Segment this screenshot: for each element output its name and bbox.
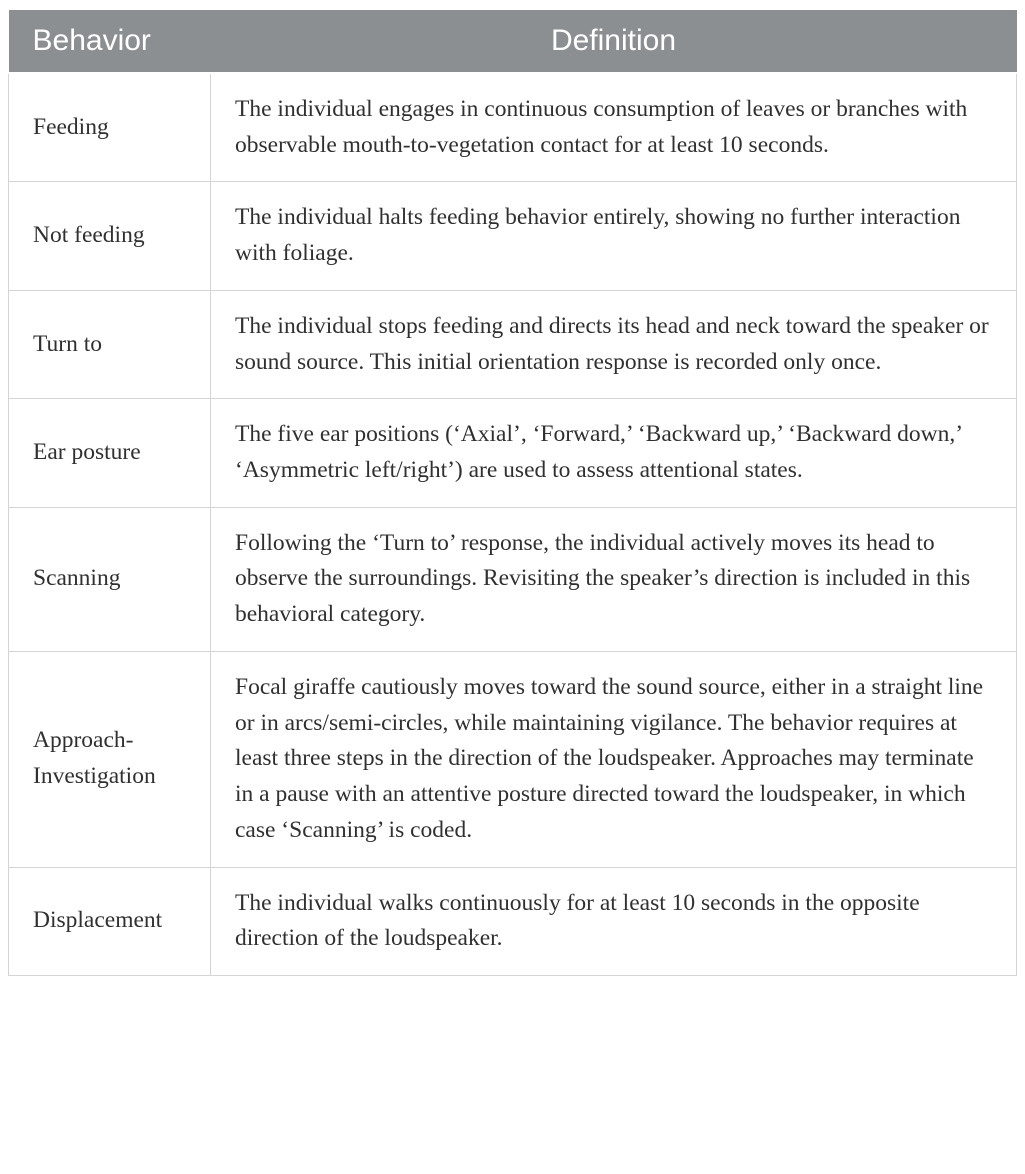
ethogram-table [8,10,1017,976]
behavior-cell: Approach-Investigation [9,651,211,867]
table-row [9,867,1017,975]
header-behavior: Behavior [9,10,211,73]
table-row [9,182,1017,290]
header-row [9,10,1017,73]
definition-cell: Focal giraffe cautiously moves toward the sound source, either in a straight line or in arcs/semi-circles, while maintaining vigilance. The behavior requires at least three steps in the direction of the loudspeaker. Approaches may terminate in a pause with an attentive posture directed toward the loudspeaker, in which case ‘Scanning’ is coded. [211,651,1017,867]
table-row [9,290,1017,398]
definition-cell: The individual stops feeding and directs its head and neck toward the speaker or sound source. This initial orientation response is recorded only once. [211,290,1017,398]
behavior-cell: Turn to [9,290,211,398]
definition-cell: Following the ‘Turn to’ response, the individual actively moves its head to observe the surroundings. Revisiting the speaker’s direction is included in this behavioral category. [211,507,1017,651]
definition-cell: The individual halts feeding behavior entirely, showing no further interaction with foliage. [211,182,1017,290]
behavior-cell: Ear posture [9,399,211,507]
definition-cell: The individual engages in continuous consumption of leaves or branches with observable mouth-to-vegetation contact for at least 10 seconds. [211,73,1017,182]
table-row [9,507,1017,651]
behavior-cell: Not feeding [9,182,211,290]
behavior-cell: Displacement [9,867,211,975]
table-row [9,651,1017,867]
table-row [9,73,1017,182]
table-body [9,73,1017,975]
definition-cell: The individual walks continuously for at least 10 seconds in the opposite direction of the loudspeaker. [211,867,1017,975]
table-row [9,399,1017,507]
definition-cell: The five ear positions (‘Axial’, ‘Forward,’ ‘Backward up,’ ‘Backward down,’ ‘Asymmetric left/right’) are used to assess attentional states. [211,399,1017,507]
behavior-cell: Scanning [9,507,211,651]
table-header [9,10,1017,73]
behavior-cell: Feeding [9,73,211,182]
header-definition: Definition [211,10,1017,73]
